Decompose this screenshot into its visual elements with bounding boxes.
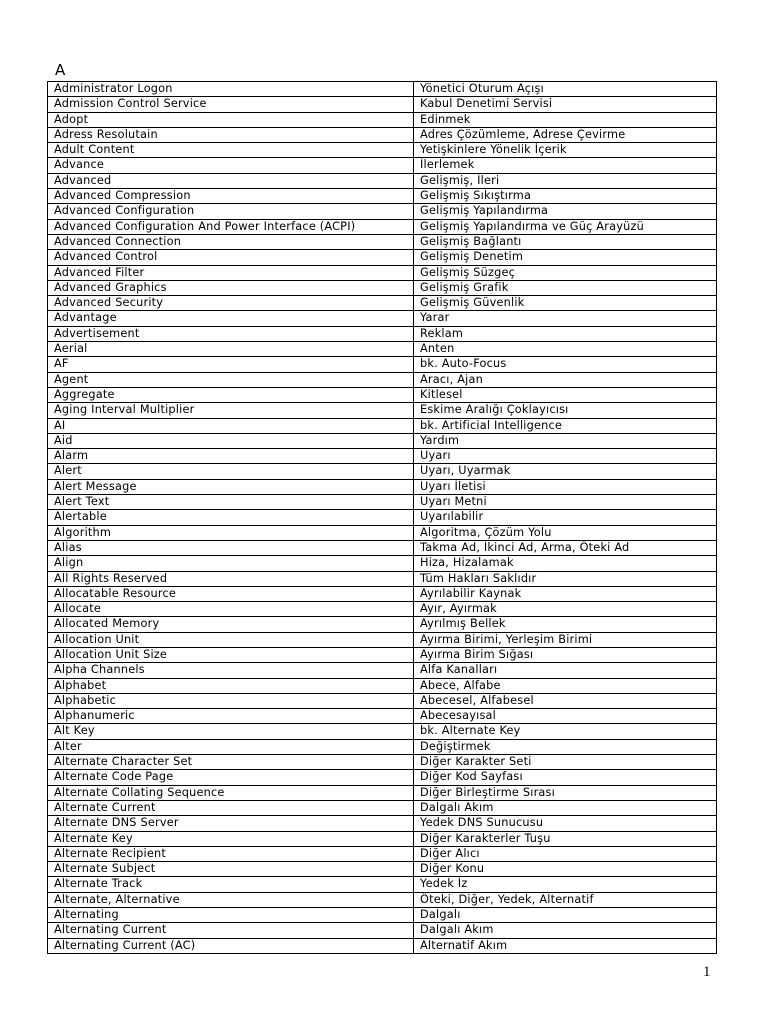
table-row xyxy=(48,678,717,693)
turkish-translation: Gelişmiş Bağlantı xyxy=(414,234,717,249)
english-term: Algorithm xyxy=(48,525,414,540)
english-term: Alert xyxy=(48,464,414,479)
table-row xyxy=(48,189,717,204)
turkish-translation: Gelişmiş Grafik xyxy=(414,280,717,295)
turkish-translation: Ayrılmış Bellek xyxy=(414,617,717,632)
table-row xyxy=(48,234,717,249)
table-row xyxy=(48,602,717,617)
english-term: Aggregate xyxy=(48,387,414,402)
turkish-translation: Ayırma Birim Sığası xyxy=(414,647,717,662)
turkish-translation: Hiza, Hizalamak xyxy=(414,556,717,571)
table-row xyxy=(48,862,717,877)
table-row xyxy=(48,923,717,938)
table-row xyxy=(48,846,717,861)
table-row xyxy=(48,143,717,158)
table-row xyxy=(48,525,717,540)
english-term: Advance xyxy=(48,158,414,173)
english-term: Alt Key xyxy=(48,724,414,739)
turkish-translation: Ayırma Birimi, Yerleşim Birimi xyxy=(414,632,717,647)
english-term: Alter xyxy=(48,739,414,754)
turkish-translation: Yetişkinlere Yönelik İçerik xyxy=(414,143,717,158)
english-term: Allocation Unit xyxy=(48,632,414,647)
table-row xyxy=(48,785,717,800)
english-term: Alias xyxy=(48,540,414,555)
turkish-translation: Değiştirmek xyxy=(414,739,717,754)
english-term: Alternate, Alternative xyxy=(48,892,414,907)
english-term: Alternate Key xyxy=(48,831,414,846)
table-row xyxy=(48,112,717,127)
english-term: Allocation Unit Size xyxy=(48,647,414,662)
table-row xyxy=(48,372,717,387)
english-term: Advertisement xyxy=(48,326,414,341)
table-row xyxy=(48,296,717,311)
turkish-translation: bk. Auto-Focus xyxy=(414,357,717,372)
table-row xyxy=(48,938,717,953)
turkish-translation: Yedek İz xyxy=(414,877,717,892)
table-row xyxy=(48,816,717,831)
turkish-translation: Diğer Karakter Seti xyxy=(414,755,717,770)
turkish-translation: Uyarı xyxy=(414,449,717,464)
table-row xyxy=(48,357,717,372)
table-row xyxy=(48,739,717,754)
english-term: Alternating Current (AC) xyxy=(48,938,414,953)
turkish-translation: Edinmek xyxy=(414,112,717,127)
turkish-translation: Gelişmiş Sıkıştırma xyxy=(414,189,717,204)
english-term: Admission Control Service xyxy=(48,97,414,112)
turkish-translation: Takma Ad, İkinci Ad, Arma, Öteki Ad xyxy=(414,540,717,555)
turkish-translation: Abece, Alfabe xyxy=(414,678,717,693)
english-term: Advanced Filter xyxy=(48,265,414,280)
turkish-translation: Uyarılabilir xyxy=(414,510,717,525)
turkish-translation: Dalgalı Akım xyxy=(414,923,717,938)
table-row xyxy=(48,709,717,724)
table-row xyxy=(48,403,717,418)
english-term: Agent xyxy=(48,372,414,387)
turkish-translation: Gelişmiş Yapılandırma ve Güç Arayüzü xyxy=(414,219,717,234)
english-term: Alphabetic xyxy=(48,693,414,708)
turkish-translation: Gelişmiş Yapılandırma xyxy=(414,204,717,219)
table-row xyxy=(48,510,717,525)
turkish-translation: Öteki, Diğer, Yedek, Alternatif xyxy=(414,892,717,907)
english-term: Administrator Logon xyxy=(48,82,414,97)
table-row xyxy=(48,418,717,433)
english-term: Alternate Current xyxy=(48,800,414,815)
english-term: Alert Text xyxy=(48,495,414,510)
table-row xyxy=(48,464,717,479)
table-row xyxy=(48,908,717,923)
table-row xyxy=(48,632,717,647)
turkish-translation: Ayrılabilir Kaynak xyxy=(414,586,717,601)
turkish-translation: Gelişmiş Süzgeç xyxy=(414,265,717,280)
english-term: Alternating xyxy=(48,908,414,923)
turkish-translation: Alfa Kanalları xyxy=(414,663,717,678)
table-row xyxy=(48,540,717,555)
english-term: Alternating Current xyxy=(48,923,414,938)
english-term: Advanced Graphics xyxy=(48,280,414,295)
english-term: Alternate Subject xyxy=(48,862,414,877)
table-row xyxy=(48,219,717,234)
english-term: Advanced Connection xyxy=(48,234,414,249)
table-row xyxy=(48,280,717,295)
english-term: Alternate Recipient xyxy=(48,846,414,861)
table-row xyxy=(48,433,717,448)
turkish-translation: Gelişmiş Denetim xyxy=(414,250,717,265)
english-term: Alternate Code Page xyxy=(48,770,414,785)
english-term: Advanced xyxy=(48,173,414,188)
turkish-translation: Abecesel, Alfabesel xyxy=(414,693,717,708)
turkish-translation: Reklam xyxy=(414,326,717,341)
glossary-body xyxy=(48,82,717,954)
turkish-translation: Diğer Alıcı xyxy=(414,846,717,861)
english-term: Alternate Track xyxy=(48,877,414,892)
table-row xyxy=(48,250,717,265)
english-term: Advanced Control xyxy=(48,250,414,265)
table-row xyxy=(48,877,717,892)
table-row xyxy=(48,495,717,510)
turkish-translation: Abecesayısal xyxy=(414,709,717,724)
turkish-translation: Dalgalı xyxy=(414,908,717,923)
english-term: Alphabet xyxy=(48,678,414,693)
english-term: Alpha Channels xyxy=(48,663,414,678)
table-row xyxy=(48,449,717,464)
section-letter: A xyxy=(55,61,66,79)
table-row xyxy=(48,800,717,815)
turkish-translation: Uyarı, Uyarmak xyxy=(414,464,717,479)
english-term: Alternate Character Set xyxy=(48,755,414,770)
turkish-translation: Diğer Kod Sayfası xyxy=(414,770,717,785)
english-term: Advanced Configuration And Power Interface (ACPI) xyxy=(48,219,414,234)
english-term: Advantage xyxy=(48,311,414,326)
english-term: Aging Interval Multiplier xyxy=(48,403,414,418)
english-term: Alarm xyxy=(48,449,414,464)
english-term: All Rights Reserved xyxy=(48,571,414,586)
glossary-table xyxy=(47,81,717,954)
table-row xyxy=(48,647,717,662)
table-row xyxy=(48,326,717,341)
turkish-translation: Anten xyxy=(414,342,717,357)
turkish-translation: Gelişmiş, İleri xyxy=(414,173,717,188)
turkish-translation: Gelişmiş Güvenlik xyxy=(414,296,717,311)
turkish-translation: Diğer Birleştirme Sırası xyxy=(414,785,717,800)
table-row xyxy=(48,97,717,112)
table-row xyxy=(48,342,717,357)
turkish-translation: Kitlesel xyxy=(414,387,717,402)
turkish-translation: Yedek DNS Sunucusu xyxy=(414,816,717,831)
turkish-translation: Kabul Denetimi Servisi xyxy=(414,97,717,112)
page-number: 1 xyxy=(703,964,711,980)
english-term: Aerial xyxy=(48,342,414,357)
turkish-translation: Tüm Hakları Saklıdır xyxy=(414,571,717,586)
turkish-translation: Uyarı İletisi xyxy=(414,479,717,494)
english-term: Allocatable Resource xyxy=(48,586,414,601)
table-row xyxy=(48,586,717,601)
english-term: Alternate DNS Server xyxy=(48,816,414,831)
turkish-translation: bk. Alternate Key xyxy=(414,724,717,739)
turkish-translation: Yardım xyxy=(414,433,717,448)
english-term: Adress Resolutain xyxy=(48,127,414,142)
english-term: Allocate xyxy=(48,602,414,617)
table-row xyxy=(48,617,717,632)
turkish-translation: Eskime Aralığı Çoklayıcısı xyxy=(414,403,717,418)
turkish-translation: Adres Çözümleme, Adrese Çevirme xyxy=(414,127,717,142)
english-term: Alphanumeric xyxy=(48,709,414,724)
table-row xyxy=(48,265,717,280)
table-row xyxy=(48,158,717,173)
turkish-translation: Dalgalı Akım xyxy=(414,800,717,815)
turkish-translation: Uyarı Metni xyxy=(414,495,717,510)
english-term: Alertable xyxy=(48,510,414,525)
table-row xyxy=(48,571,717,586)
english-term: Advanced Security xyxy=(48,296,414,311)
english-term: Alert Message xyxy=(48,479,414,494)
table-row xyxy=(48,693,717,708)
turkish-translation: Diğer Karakterler Tuşu xyxy=(414,831,717,846)
turkish-translation: İlerlemek xyxy=(414,158,717,173)
turkish-translation: bk. Artificial Intelligence xyxy=(414,418,717,433)
english-term: Advanced Configuration xyxy=(48,204,414,219)
table-row xyxy=(48,663,717,678)
table-row xyxy=(48,173,717,188)
english-term: Alternate Collating Sequence xyxy=(48,785,414,800)
turkish-translation: Diğer Konu xyxy=(414,862,717,877)
turkish-translation: Alternatif Akım xyxy=(414,938,717,953)
table-row xyxy=(48,755,717,770)
english-term: Adopt xyxy=(48,112,414,127)
table-row xyxy=(48,831,717,846)
english-term: Align xyxy=(48,556,414,571)
table-row xyxy=(48,892,717,907)
table-row xyxy=(48,724,717,739)
table-row xyxy=(48,82,717,97)
english-term: AI xyxy=(48,418,414,433)
turkish-translation: Yönetici Oturum Açışı xyxy=(414,82,717,97)
english-term: AF xyxy=(48,357,414,372)
table-row xyxy=(48,770,717,785)
table-row xyxy=(48,556,717,571)
table-row xyxy=(48,127,717,142)
turkish-translation: Algoritma, Çözüm Yolu xyxy=(414,525,717,540)
table-row xyxy=(48,387,717,402)
turkish-translation: Ayır, Ayırmak xyxy=(414,602,717,617)
turkish-translation: Aracı, Ajan xyxy=(414,372,717,387)
table-row xyxy=(48,311,717,326)
table-row xyxy=(48,479,717,494)
english-term: Aid xyxy=(48,433,414,448)
turkish-translation: Yarar xyxy=(414,311,717,326)
table-row xyxy=(48,204,717,219)
english-term: Allocated Memory xyxy=(48,617,414,632)
english-term: Adult Content xyxy=(48,143,414,158)
english-term: Advanced Compression xyxy=(48,189,414,204)
